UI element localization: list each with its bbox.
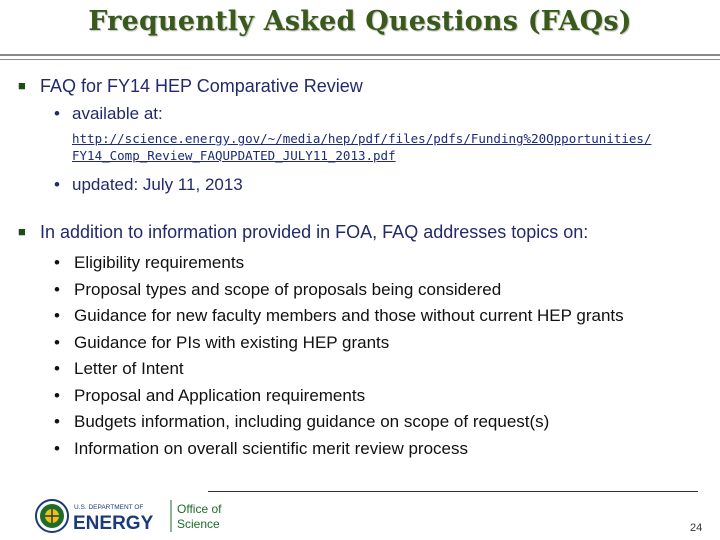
list-item-text: Eligibility requirements (74, 253, 245, 272)
round-bullet-icon: • (54, 359, 60, 378)
bullet-faq (18, 76, 363, 97)
page-number: 24 (690, 522, 703, 534)
list-item (54, 277, 624, 304)
slide-title: Frequently Asked Questions (FAQs) (88, 6, 632, 37)
list-item-text: Guidance for PIs with existing HEP grants (74, 332, 390, 352)
square-bullet-icon: ■ (18, 224, 26, 239)
round-bullet-icon: • (54, 438, 60, 458)
list-item (54, 383, 624, 410)
logo-office-text: Office of (177, 502, 222, 516)
list-item (54, 250, 624, 277)
round-bullet-icon: • (54, 412, 60, 431)
logo-dept-text: U.S. DEPARTMENT OF (74, 504, 144, 511)
topics-list (54, 250, 624, 462)
list-item-text: Guidance for new faculty members and those without current HEP grants (74, 306, 624, 325)
available-label: available at: (72, 104, 163, 123)
logo-science-text: Science (177, 517, 220, 531)
round-bullet-icon: • (54, 175, 60, 194)
round-bullet-icon: • (54, 279, 60, 299)
list-item-text: Budgets information, including guidance on scope of request(s) (74, 412, 550, 431)
bullet-topics-text: In addition to information provided in FOA, FAQ addresses topics on: (40, 222, 589, 242)
list-item-text: Proposal and Application requirements (74, 385, 366, 405)
list-item (54, 409, 624, 436)
sub-bullet-updated (54, 175, 243, 195)
list-item-text: Letter of Intent (74, 359, 184, 378)
footer-divider (208, 491, 698, 492)
sub-bullet-available (54, 104, 163, 124)
doe-office-of-science-logo (34, 496, 234, 536)
logo-energy-text: ENERGY (73, 513, 154, 534)
faq-link-line1[interactable]: http://science.energy.gov/~/media/hep/pdf/files/pdfs/Funding%20Opportunities/ (72, 131, 652, 146)
updated-label: updated: July 11, 2013 (72, 175, 243, 194)
round-bullet-icon: • (54, 385, 60, 405)
list-item-text: Proposal types and scope of proposals being considered (74, 279, 502, 299)
bullet-topics (18, 222, 588, 243)
round-bullet-icon: • (54, 306, 60, 325)
list-item (54, 356, 624, 383)
bullet-faq-text: FAQ for FY14 HEP Comparative Review (40, 76, 363, 96)
list-item (54, 330, 624, 357)
doe-seal-icon (36, 500, 68, 532)
list-item-text: Information on overall scientific merit review process (74, 438, 468, 458)
list-item (54, 436, 624, 463)
round-bullet-icon: • (54, 253, 60, 272)
title-divider (0, 54, 720, 60)
faq-link[interactable] (72, 130, 712, 164)
round-bullet-icon: • (54, 104, 60, 123)
square-bullet-icon: ■ (18, 78, 26, 93)
list-item (54, 303, 624, 330)
faq-link-line2[interactable]: FY14_Comp_Review_FAQUPDATED_JULY11_2013.pdf (72, 148, 396, 163)
round-bullet-icon: • (54, 332, 60, 352)
